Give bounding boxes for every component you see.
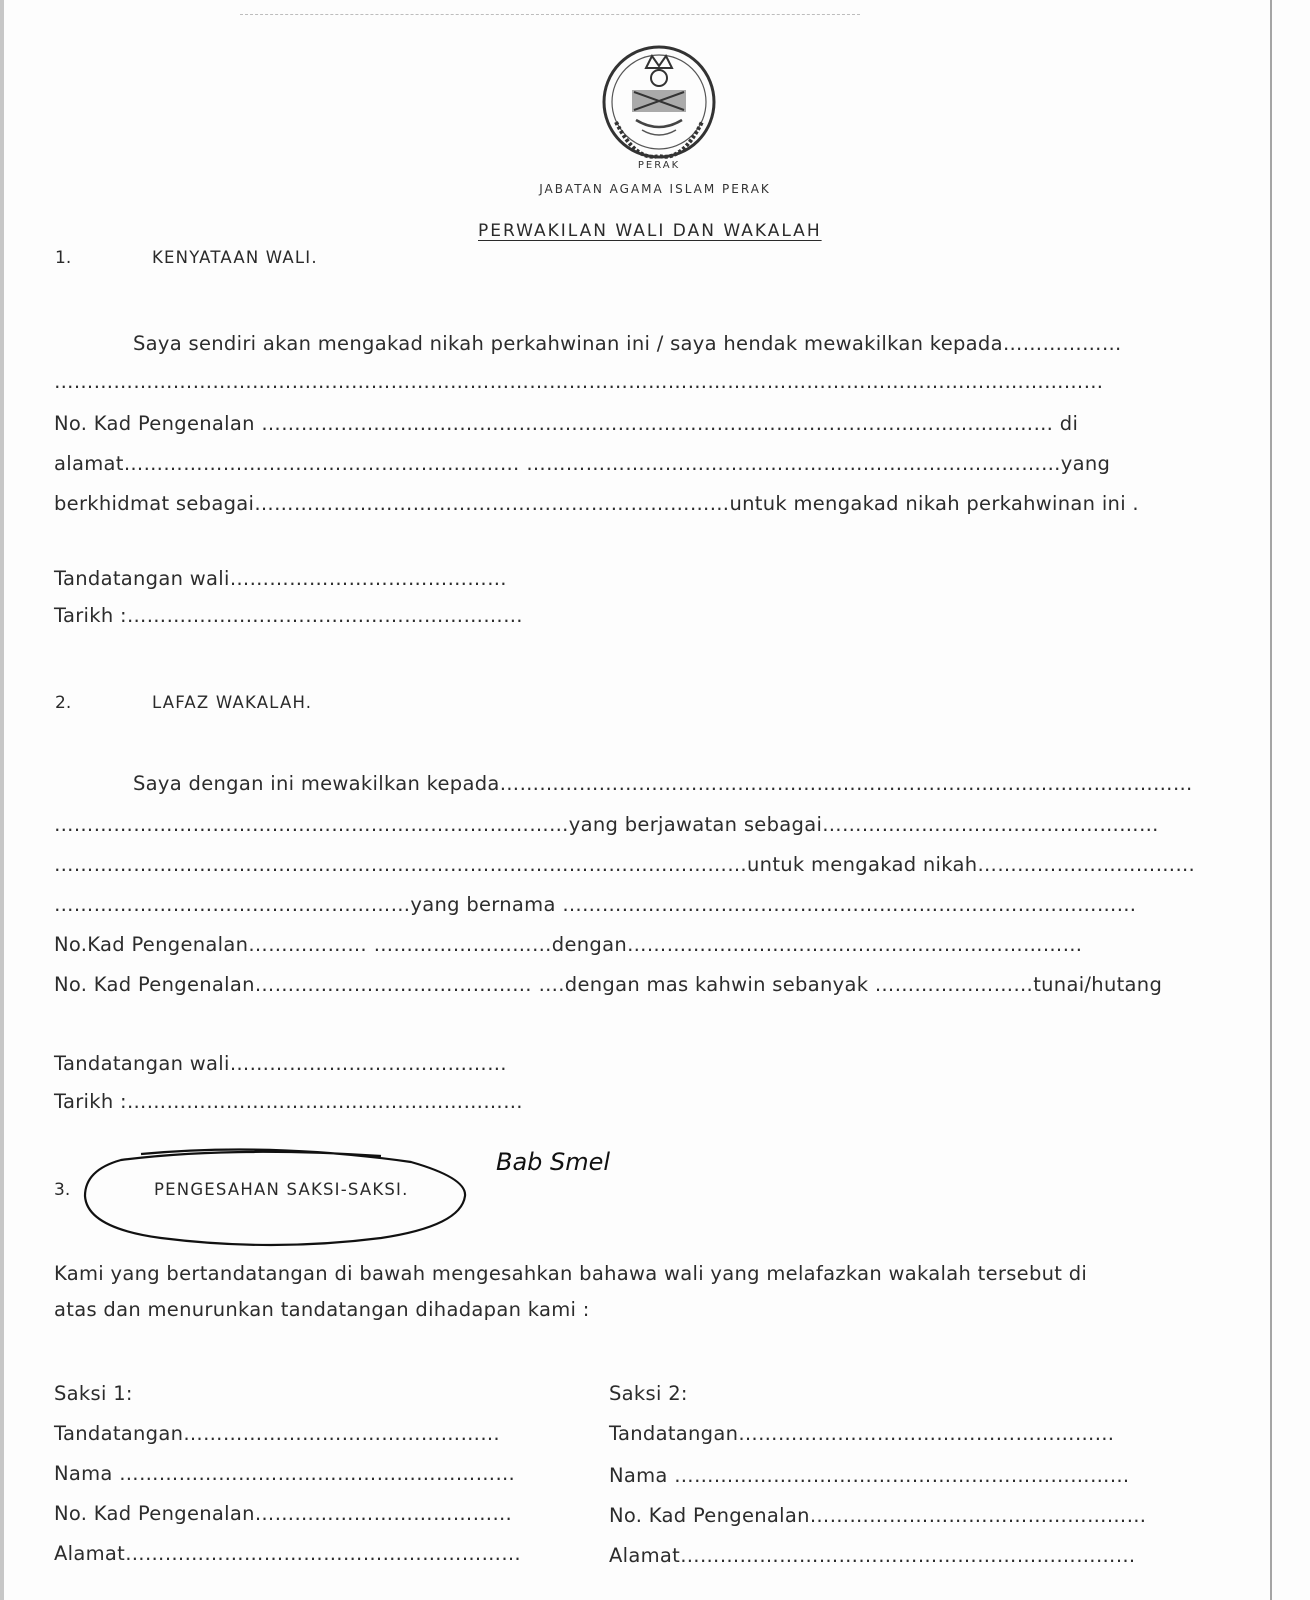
- scan-edge-right: [1270, 0, 1272, 1600]
- section-1-heading: KENYATAAN WALI.: [152, 248, 318, 267]
- section-2-line-3: ……………………………………………………………………………………………untuk mengakad nikah……………………………: [54, 853, 1196, 876]
- section-3-heading: PENGESAHAN SAKSI-SAKSI.: [154, 1180, 409, 1199]
- section-2-number: 2.: [55, 693, 72, 713]
- section-2-line-4: ………………………………………………yang bernama ……………………………………………………………………………: [54, 893, 1137, 916]
- witness-1-address-field: Alamat……………………………………………………: [54, 1542, 522, 1565]
- section-3-paragraph-line-2: atas dan menurunkan tandatangan dihadapan kami :: [54, 1298, 590, 1321]
- witness-1-signature-field: Tandatangan…………………………………………: [54, 1422, 501, 1445]
- section-1-date-field: Tarikh :……………………………………………………: [54, 604, 523, 627]
- section-3-paragraph-line-1: Kami yang bertandatangan di bawah mengesahkan bahawa wali yang melafazkan wakalah tersebut di: [54, 1262, 1088, 1285]
- document-title: PERWAKILAN WALI DAN WAKALAH: [478, 221, 822, 241]
- perak-seal-emblem: [596, 44, 722, 172]
- witness-2-address-field: Alamat……………………………………………………………: [609, 1544, 1136, 1567]
- section-1-line-2: ……………………………………………………………………………………………………………………………………………: [54, 370, 1104, 393]
- scan-artifact-top: [240, 14, 860, 15]
- witness-2-label: Saksi 2:: [609, 1382, 688, 1405]
- witness-1-name-field: Nama ……………………………………………………: [54, 1462, 516, 1485]
- handwritten-note-text: Bab Smel: [496, 1148, 611, 1176]
- agency-name: JABATAN AGAMA ISLAM PERAK: [539, 182, 771, 196]
- section-1-line-5: berkhidmat sebagai………………………………………………………………untuk mengakad nikah perkahwinan ini .: [54, 492, 1139, 515]
- section-1-line-3: No. Kad Pengenalan ………………………………………………………………………………………………………… di: [54, 412, 1079, 435]
- section-2-line-5: No.Kad Pengenalan……………… ………………………dengan……………………………………………………………: [54, 933, 1083, 956]
- seal-caption: PERAK: [637, 160, 681, 171]
- section-1-line-4: alamat…………………………………………………… ………………………………………………………………………yang: [54, 452, 1111, 475]
- handwritten-note: [492, 1146, 611, 1208]
- witness-1-label: Saksi 1:: [54, 1382, 133, 1405]
- scan-edge-left: [0, 0, 4, 1600]
- section-2-line-1: Saya dengan ini mewakilkan kepada……………………………………………………………………………………………: [133, 772, 1193, 795]
- section-1-number: 1.: [55, 248, 72, 268]
- section-2-line-6: No. Kad Pengenalan…………………………………… ….dengan mas kahwin sebanyak ……………………tunai/hutang: [54, 973, 1163, 996]
- witness-1-ic-field: No. Kad Pengenalan…………………………………: [54, 1502, 513, 1525]
- witness-2-ic-field: No. Kad Pengenalan……………………………………………: [609, 1504, 1147, 1527]
- section-1-wali-signature-field: Tandatangan wali……………………………………: [54, 567, 507, 590]
- witness-2-name-field: Nama ……………………………………………………………: [609, 1464, 1130, 1487]
- section-2-line-2: ……………………………………………………………………yang berjawatan sebagai……………………………………………: [54, 813, 1159, 836]
- section-1-line-1: Saya sendiri akan mengakad nikah perkahwinan ini / saya hendak mewakilkan kepada………………: [133, 332, 1122, 355]
- section-3-number: 3.: [54, 1180, 71, 1200]
- section-2-wali-signature-field: Tandatangan wali……………………………………: [54, 1052, 507, 1075]
- section-2-heading: LAFAZ WAKALAH.: [152, 693, 313, 712]
- witness-2-signature-field: Tandatangan…………………………………………………: [609, 1422, 1115, 1445]
- section-2-date-field: Tarikh :……………………………………………………: [54, 1090, 523, 1113]
